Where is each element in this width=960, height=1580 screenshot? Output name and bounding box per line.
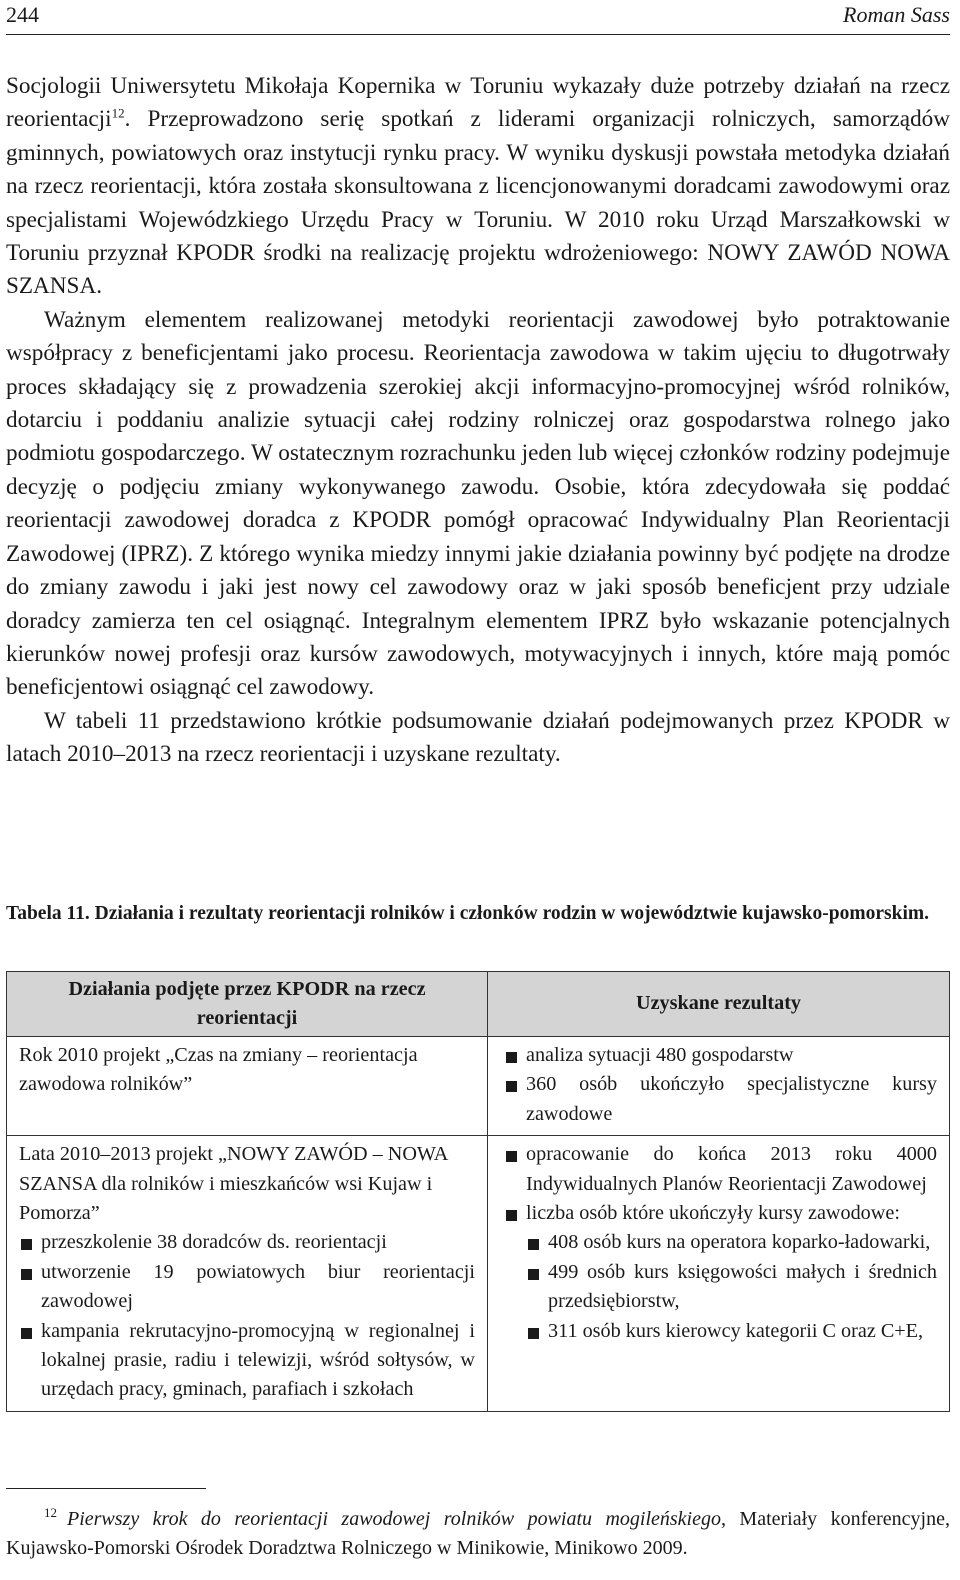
square-bullet-icon bbox=[506, 1052, 517, 1063]
results-table bbox=[6, 971, 950, 1412]
square-bullet-icon bbox=[528, 1239, 539, 1250]
paragraph-1 bbox=[6, 70, 950, 304]
list-item bbox=[504, 1041, 937, 1070]
paragraph-1-start: Socjologii Uniwersytetu Mikołaja Kopernika w Toruniu wykazały duże potrzeby działań na rzecz reorientacji bbox=[6, 73, 950, 133]
list-item bbox=[19, 1258, 475, 1317]
header-results: Uzyskane rezultaty bbox=[488, 972, 950, 1037]
paragraph-1-end: . Przeprowadzono serię spotkań z liderami organizacji rolniczych, samorządów gminnych, powiatowych oraz instytucji rynku pracy. W wyniku dyskusji powstała metodyka działań na rzecz reorientacji, która została skonsultowana z licencjonowanymi doradcami zawodowymi oraz specjalistami Wojewódzkiego Urzędu Pracy w Toruniu. W 2010 roku Urząd Marszałkowski w Toruniu przyznał KPODR środki na realizację projektu wdrożeniowego: NOWY ZAWÓD NOWA SZANSA. bbox=[6, 106, 950, 300]
row1-results-list bbox=[504, 1041, 937, 1129]
paragraph-2: Ważnym elementem realizowanej metodyki reorientacji zawodowej było potraktowanie współpracy z beneficjentami jako procesu. Reorientacja zawodowa w takim ujęciu to długotrwały proces składający się z prowadzenia szerokiej akcji informacyjno-promocyjnej wśród rolników, dotarciu i poddaniu analizie sytuacji całej rodziny rolniczej oraz gospodarstwa rolnego jako podmiotu gospodarczego. W ostatecznym rozrachunku jeden lub więcej członków rodziny podejmuje decyzję o podjęciu zmiany wykonywanego zawodu. Osobie, która zdecydowała się poddać reorientacji zawodowej doradca z KPODR pomógł opracować Indywidualny Plan Reorientacji Zawodowej (IPRZ). Z którego wynika miedzy innymi jakie działania powinny być podjęte na drodze do zmiany zawodu i jaki jest nowy cel zawodowy oraz w jaki sposób beneficjent przy udziale doradcy zamierza ten cel osiągnąć. Integralnym elementem IPRZ było wskazanie potencjalnych kierunków nowej profesji oraz kursów zawodowych, motywacyjnych i innych, które mają pomóc beneficjentowi osiągnąć cel zawodowy. bbox=[6, 306, 950, 701]
paragraph-3: W tabeli 11 przedstawiono krótkie podsumowanie działań podejmowanych przez KPODR w latach 2010–2013 na rzecz reorientacji i uzyskane rezultaty. bbox=[6, 707, 950, 768]
square-bullet-icon bbox=[528, 1328, 539, 1339]
footnote-rest: , Materiały konferencyjne, Kujawsko-Pomorski Ośrodek Doradztwa Rolniczego w Minikowie, Minikowo 2009. bbox=[6, 1508, 950, 1559]
row1-actions bbox=[7, 1037, 488, 1136]
row2-results-list bbox=[504, 1140, 937, 1346]
row1-results bbox=[488, 1037, 950, 1136]
square-bullet-icon bbox=[21, 1239, 32, 1250]
body-text bbox=[6, 70, 950, 772]
course-list bbox=[526, 1228, 937, 1346]
table-row bbox=[7, 1037, 950, 1136]
list-item-text: analiza sytuacji 480 gospodarstw bbox=[526, 1044, 794, 1066]
list-item bbox=[504, 1199, 937, 1346]
row2-actions-list bbox=[19, 1228, 475, 1404]
square-bullet-icon bbox=[506, 1210, 517, 1221]
list-item-text: 408 osób kurs na operatora koparko-ładowarki, bbox=[548, 1231, 931, 1254]
list-item bbox=[19, 1317, 475, 1405]
list-item-text: 311 osób kurs kierowcy kategorii C oraz C+E, bbox=[548, 1319, 924, 1342]
list-item bbox=[526, 1228, 937, 1257]
list-item-text: 499 osób kurs księgowości małych i średnich przedsiębiorstw, bbox=[548, 1260, 937, 1313]
list-item bbox=[526, 1258, 937, 1317]
list-item-text: utworzenie 19 powiatowych biur reorientacji zawodowej bbox=[41, 1260, 475, 1313]
header-actions: Działania podjęte przez KPODR na rzecz reorientacji bbox=[7, 972, 488, 1037]
page-number: 244 bbox=[6, 2, 39, 27]
row2-project: Lata 2010–2013 projekt „NOWY ZAWÓD – NOWA SZANSA dla rolników i mieszkańców wsi Kujaw i Pomorza” bbox=[19, 1143, 448, 1225]
list-item bbox=[504, 1070, 937, 1129]
square-bullet-icon bbox=[506, 1151, 517, 1162]
row2-actions bbox=[7, 1136, 488, 1412]
footnote-ref[interactable]: 12 bbox=[111, 105, 125, 121]
square-bullet-icon bbox=[506, 1081, 517, 1092]
list-item bbox=[526, 1317, 937, 1346]
list-item-text: przeszkolenie 38 doradców ds. reorientacji bbox=[41, 1231, 387, 1254]
footnote bbox=[6, 1505, 950, 1563]
list-item bbox=[19, 1228, 475, 1257]
footnote-title: Pierwszy krok do reorientacji zawodowej rolników powiatu mogileńskiego bbox=[67, 1508, 721, 1530]
list-item bbox=[504, 1140, 937, 1199]
table-caption: Tabela 11. Działania i rezultaty reorientacji rolników i członków rodzin w województwie kujawsko-pomorskim. bbox=[6, 903, 929, 924]
list-item-text: 360 osób ukończyło specjalistyczne kursy zawodowe bbox=[526, 1073, 937, 1125]
footnote-rule bbox=[6, 1488, 206, 1489]
square-bullet-icon bbox=[21, 1269, 32, 1280]
list-item-text: kampania rekrutacyjno-promocyjną w regionalnej i lokalnej prasie, radiu i telewizji, wśród sołtysów, w urzędach pracy, gminach, parafiach i szkołach bbox=[41, 1319, 475, 1401]
running-author: Roman Sass bbox=[843, 2, 950, 27]
table-header-row bbox=[7, 972, 950, 1037]
footnote-number: 12 bbox=[44, 1505, 57, 1521]
row1-project: Rok 2010 projekt „Czas na zmiany – reorientacja zawodowa rolników” bbox=[19, 1044, 418, 1096]
table-row bbox=[7, 1136, 950, 1412]
running-header bbox=[6, 0, 950, 35]
square-bullet-icon bbox=[21, 1328, 32, 1339]
row2-results bbox=[488, 1136, 950, 1412]
square-bullet-icon bbox=[528, 1269, 539, 1280]
list-item-text: liczba osób które ukończyły kursy zawodowe: bbox=[526, 1202, 900, 1225]
list-item-text: opracowanie do końca 2013 roku 4000 Indywidualnych Planów Reorientacji Zawodowej bbox=[526, 1143, 937, 1195]
